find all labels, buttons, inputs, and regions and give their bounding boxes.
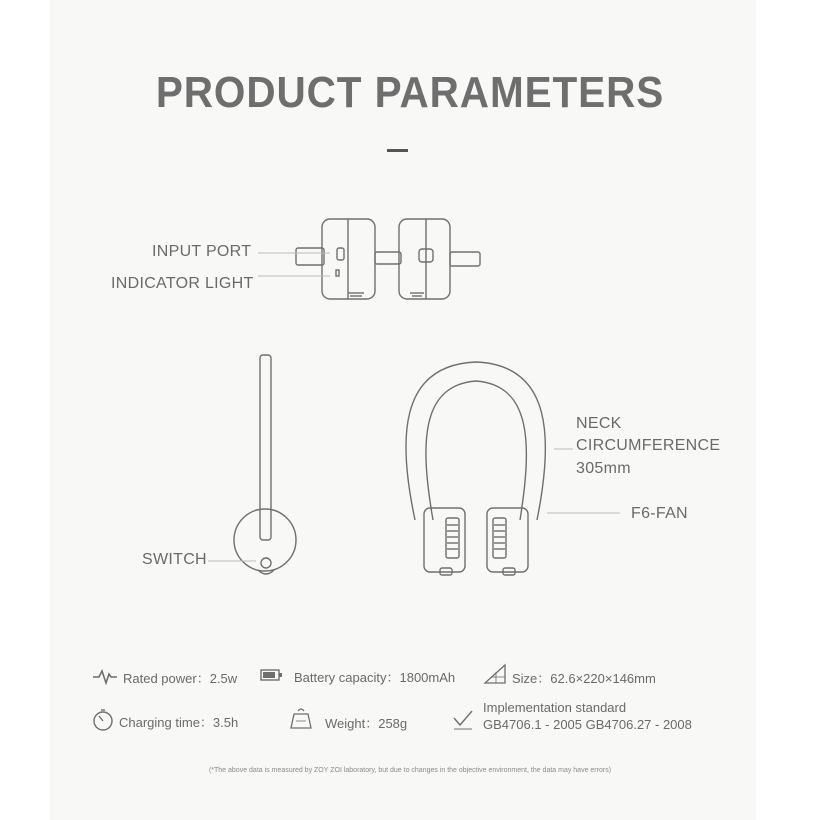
battery-icon (260, 668, 284, 682)
checkmark-icon (452, 708, 474, 730)
side-view-diagram (234, 355, 296, 574)
front-view-diagram (406, 362, 546, 575)
rated-power-spec: Rated power：2.5w (123, 671, 238, 686)
charging-time-spec: Charging time：3.5h (119, 715, 239, 730)
neck-label-line2: CIRCUMFERENCE (576, 437, 721, 454)
disclaimer-note: (*The above data is measured by ZOY ZOI laboratory, but due to changes in the objective environment, the data may have errors) (208, 767, 612, 774)
fan-model-label: F6-FAN (631, 505, 688, 522)
input-port-label: INPUT PORT (152, 243, 252, 260)
weight-icon (290, 706, 312, 730)
standard-spec-title: Implementation standard (483, 700, 627, 715)
size-spec: Size：62.6×220×146mm (512, 671, 656, 686)
top-view-diagram (296, 219, 480, 299)
ruler-triangle-icon (483, 663, 507, 685)
neck-label-line3: 305mm (576, 460, 631, 477)
pulse-icon (92, 667, 118, 685)
neck-label-line1: NECK (576, 415, 622, 432)
weight-spec: Weight：258g (325, 716, 408, 731)
page-title: PRODUCT PARAMETERS (155, 68, 665, 117)
standard-spec-codes: GB4706.1 - 2005 GB4706.27 - 2008 (483, 717, 692, 732)
switch-label: SWITCH (142, 551, 207, 568)
timer-icon (91, 708, 115, 732)
indicator-light-label: INDICATOR LIGHT (111, 275, 254, 292)
battery-capacity-spec: Battery capacity：1800mAh (294, 670, 456, 685)
